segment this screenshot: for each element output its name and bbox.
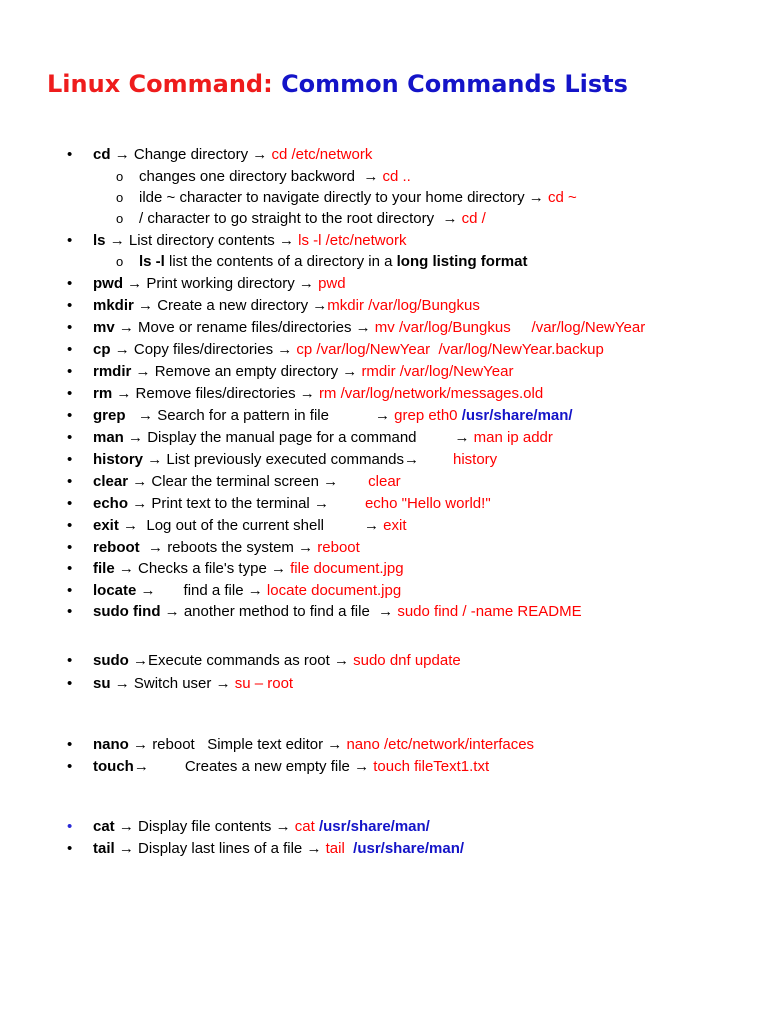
command-description: Remove an empty directory	[154, 363, 339, 380]
arrow-icon: →	[355, 319, 371, 336]
arrow-icon: →	[277, 341, 293, 358]
command-description: Search for a pattern in file	[157, 407, 329, 424]
sub-item-description: ilde ~ character to navigate directly to your home directory	[139, 189, 525, 206]
bullet: •	[67, 319, 73, 336]
command-description: Creates a new empty file	[184, 758, 350, 775]
page-title	[47, 70, 628, 98]
arrow-icon: →	[133, 736, 149, 753]
path-text: /usr/share/man/	[318, 818, 430, 835]
arrow-icon: →	[132, 495, 148, 512]
command-description: List previously executed commands	[166, 451, 404, 468]
command-name: su	[93, 675, 111, 692]
bullet: •	[67, 473, 73, 490]
command-description: Remove files/directories	[135, 385, 296, 402]
bullet: •	[67, 675, 73, 692]
arrow-icon: →	[133, 652, 149, 669]
sub-bullet: o	[116, 254, 124, 269]
command-description: Checks a file's type	[138, 560, 267, 577]
command-example: grep eth0	[394, 407, 458, 424]
command-name: clear	[93, 473, 129, 490]
command-description: Log out of the current shell	[146, 517, 324, 534]
command-name: mkdir	[93, 297, 134, 314]
arrow-icon: →	[403, 451, 419, 468]
command-name: history	[93, 451, 144, 468]
command-example: rmdir /var/log/NewYear	[361, 363, 514, 380]
command-example: su – root	[234, 675, 294, 692]
arrow-icon: →	[128, 429, 144, 446]
command-name: locate	[93, 582, 137, 599]
command-example: touch fileText1.txt	[373, 758, 490, 775]
arrow-icon: →	[323, 473, 339, 490]
arrow-icon: →	[118, 560, 134, 577]
command-example: cd ..	[382, 168, 411, 185]
command-example: cp /var/log/NewYear /var/log/NewYear.backup	[296, 341, 604, 358]
command-example: clear	[368, 473, 401, 490]
command-example: pwd	[318, 275, 346, 292]
bullet: •	[67, 429, 73, 446]
command-name: sudo find	[93, 603, 161, 620]
command-description: Clear the terminal screen	[151, 473, 319, 490]
arrow-icon: →	[140, 582, 156, 599]
bullet: •	[67, 652, 73, 669]
bullet: •	[67, 146, 73, 163]
bullet: •	[67, 603, 73, 620]
command-description: List directory contents	[128, 232, 275, 249]
arrow-icon: →	[127, 275, 143, 292]
arrow-icon: →	[148, 539, 164, 556]
arrow-icon: →	[378, 603, 394, 620]
command-name: cat	[93, 818, 115, 835]
command-description: find a file	[183, 582, 244, 599]
command-example: tail	[325, 840, 345, 857]
command-description: Move or rename files/directories	[138, 319, 352, 336]
command-example: mkdir /var/log/Bungkus	[327, 297, 480, 314]
command-example: echo "Hello world!"	[364, 495, 491, 512]
arrow-icon: →	[363, 168, 379, 185]
bullet: •	[67, 451, 73, 468]
bullet: •	[67, 560, 73, 577]
arrow-icon: →	[164, 603, 180, 620]
arrow-icon: →	[118, 818, 134, 835]
bullet: •	[67, 736, 73, 753]
bullet: •	[67, 363, 73, 380]
command-example: file document.jpg	[290, 560, 404, 577]
command-example: man ip addr	[473, 429, 553, 446]
arrow-icon: →	[138, 297, 154, 314]
arrow-icon: →	[454, 429, 470, 446]
arrow-icon: →	[278, 232, 294, 249]
command-example: nano /etc/network/interfaces	[346, 736, 535, 753]
command-name: cd	[93, 146, 111, 163]
command-name: pwd	[93, 275, 123, 292]
arrow-icon: →	[312, 297, 328, 314]
bullet: •	[67, 517, 73, 534]
command-example: reboot	[317, 539, 360, 556]
arrow-icon: →	[333, 652, 349, 669]
arrow-icon: →	[114, 675, 130, 692]
command-name: echo	[93, 495, 129, 512]
bullet: •	[67, 495, 73, 512]
command-description: Switch user	[133, 675, 212, 692]
command-description: Display the manual page for a command	[147, 429, 417, 446]
arrow-icon: →	[123, 517, 139, 534]
arrow-icon: →	[342, 363, 358, 380]
arrow-icon: →	[215, 675, 231, 692]
arrow-icon: →	[354, 758, 370, 775]
bullet: •	[67, 385, 73, 402]
command-example: rm /var/log/network/messages.old	[318, 385, 544, 402]
bullet: •	[67, 582, 73, 599]
path-text: /usr/share/man/	[353, 840, 465, 857]
command-name: rmdir	[93, 363, 132, 380]
command-name: tail	[93, 840, 115, 857]
arrow-icon: →	[299, 385, 315, 402]
emphasis-text: long listing format	[396, 253, 528, 270]
command-example: sudo dnf update	[353, 652, 461, 669]
bullet: •	[67, 297, 73, 314]
sub-item-description: / character to go straight to the root directory	[139, 210, 435, 227]
command-name: grep	[93, 407, 126, 424]
command-example: history	[452, 451, 498, 468]
command-name: touch	[93, 758, 134, 775]
command-description: another method to find a file	[183, 603, 370, 620]
arrow-icon: →	[118, 319, 134, 336]
command-example: locate document.jpg	[266, 582, 402, 599]
command-description: reboots the system	[167, 539, 294, 556]
command-name: ls -l	[139, 253, 165, 270]
sub-bullet: o	[116, 211, 124, 226]
command-description: Print text to the terminal	[151, 495, 310, 512]
command-example: cd ~	[547, 189, 577, 206]
command-description: Change directory	[133, 146, 249, 163]
command-example: cd /etc/network	[271, 146, 373, 163]
arrow-icon: →	[114, 146, 130, 163]
command-description: Display last lines of a file	[138, 840, 303, 857]
command-example: mv /var/log/Bungkus /var/log/NewYear	[374, 319, 646, 336]
arrow-icon: →	[528, 189, 544, 206]
arrow-icon: →	[306, 840, 322, 857]
arrow-icon: →	[275, 818, 291, 835]
command-name: ls	[93, 232, 106, 249]
path-text: /usr/share/man/	[461, 407, 573, 424]
arrow-icon: →	[252, 146, 268, 163]
command-name: file	[93, 560, 115, 577]
command-example: cat	[294, 818, 315, 835]
arrow-icon: →	[374, 407, 390, 424]
arrow-icon: →	[118, 840, 134, 857]
bullet: •	[67, 341, 73, 358]
bullet: •	[67, 818, 73, 835]
command-name: sudo	[93, 652, 129, 669]
command-name: man	[93, 429, 124, 446]
title-part-blue: Common Commands Lists	[281, 70, 628, 98]
arrow-icon: →	[116, 385, 132, 402]
bullet: •	[67, 407, 73, 424]
command-example: sudo find / -name README	[397, 603, 582, 620]
arrow-icon: →	[132, 473, 148, 490]
arrow-icon: →	[270, 560, 286, 577]
arrow-icon: →	[109, 232, 125, 249]
arrow-icon: →	[135, 363, 151, 380]
command-description: Print working directory	[146, 275, 295, 292]
title-part-red: Linux Command:	[47, 70, 273, 98]
arrow-icon: →	[114, 341, 130, 358]
arrow-icon: →	[298, 539, 314, 556]
command-example: cd /	[461, 210, 486, 227]
sub-item-description: changes one directory backword	[139, 168, 355, 185]
arrow-icon: →	[138, 407, 154, 424]
command-name: nano	[93, 736, 129, 753]
arrow-icon: →	[313, 495, 329, 512]
arrow-icon: →	[147, 451, 163, 468]
command-name: cp	[93, 341, 111, 358]
sub-item-description: list the contents of a directory in a	[169, 253, 393, 270]
bullet: •	[67, 840, 73, 857]
bullet: •	[67, 758, 73, 775]
bullet: •	[67, 539, 73, 556]
bullet: •	[67, 232, 73, 249]
arrow-icon: →	[442, 210, 458, 227]
sub-bullet: o	[116, 190, 124, 205]
command-name: mv	[93, 319, 115, 336]
arrow-icon: →	[298, 275, 314, 292]
command-description: Copy files/directories	[133, 341, 274, 358]
command-example: exit	[383, 517, 407, 534]
command-description: Display file contents	[138, 818, 272, 835]
command-description: Execute commands as root	[148, 652, 330, 669]
bullet: •	[67, 275, 73, 292]
arrow-icon: →	[364, 517, 379, 534]
arrow-icon: →	[247, 582, 263, 599]
arrow-icon: →	[327, 736, 343, 753]
command-description: reboot Simple text editor	[152, 736, 324, 753]
command-name: reboot	[93, 539, 140, 556]
arrow-icon: →	[133, 758, 149, 775]
command-name: rm	[93, 385, 113, 402]
sub-bullet: o	[116, 169, 124, 184]
command-description: Create a new directory	[157, 297, 309, 314]
command-example: ls -l /etc/network	[298, 232, 407, 249]
command-name: exit	[93, 517, 119, 534]
